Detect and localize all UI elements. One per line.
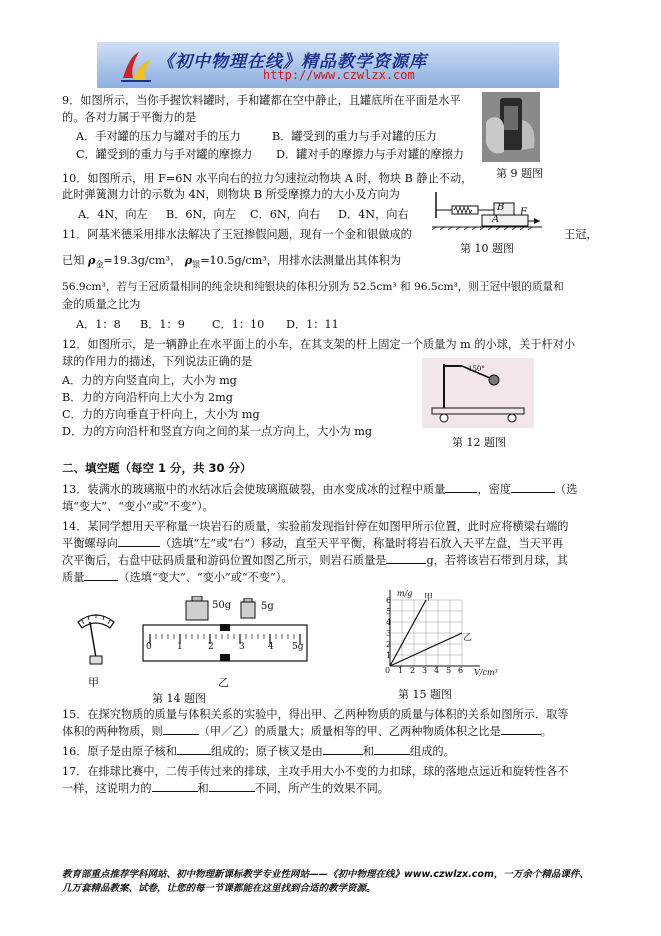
q9-line2: 的。各对力属于平衡力的是: [62, 111, 197, 124]
q14-line2: 平衡螺母向 （选填“左”或“右”）移动，直至天平平衡，称量时将岩石放入天平左盘，当天平再: [62, 537, 564, 550]
q14-line4: 质量 （选填“变大”、“变小”或“不变”）。: [62, 571, 293, 584]
q15-series-label-yi: 乙: [463, 633, 473, 643]
y-tick-4: 4: [386, 618, 392, 627]
q14-blank-moon[interactable]: [84, 569, 118, 581]
beam-tick-label-1: 1: [177, 642, 183, 652]
q16-blank-electron[interactable]: [177, 743, 211, 755]
q10-option-c: C．6N，向右: [250, 208, 321, 221]
q10-option-a: A．4N，向左: [78, 208, 148, 221]
beam-tick-label-4: 4: [268, 642, 274, 652]
q11-line2: 已知 $\rho_金=19.3g$/cm³， $\rho_银=10.5g$/cm³，用排水法测量出其体积为: [62, 253, 402, 270]
q9-option-b: B．罐受到的重力与手对罐的压力: [272, 130, 437, 143]
q15-y-axis-label: m/g: [397, 589, 413, 598]
q13-blank-density[interactable]: [511, 481, 555, 493]
x-tick-0: 0: [385, 666, 391, 675]
y-tick-5: 5: [386, 607, 392, 616]
q14-weight-5g: [240, 598, 260, 622]
q10-label-f: F: [520, 207, 527, 218]
header-banner: [97, 42, 559, 88]
q11-line3: 56.9cm³，若与王冠质量相同的纯金块和纯银块的体积分别为 52.5cm³ 和 96.5cm³，则王冠中银的质量和: [62, 281, 564, 293]
q10-option-b: B．6N，向左: [166, 208, 236, 221]
beam-tick-label-2: 2: [208, 642, 214, 652]
q16-blank-proton[interactable]: [323, 743, 363, 755]
q9-line1: 9．如图所示，当你手握饮料罐时，手和罐都在空中静止，且罐底所在平面是水平: [62, 94, 461, 107]
q10-line1: 10．如图所示，用 F=6N 水平向右的拉力匀速拉动物块 A 时，物块 B 静止不动，: [62, 172, 473, 185]
q12-option-d: D．力的方向沿杆和竖直方向之间的某一点方向上，大小为 mg: [62, 425, 372, 438]
q9-option-a: A．手对罐的压力与罐对手的压力: [76, 130, 241, 143]
q14-line1: 14．某同学想用天平称量一块岩石的质量，实验前发现指针停在如图甲所示位置，此时应将横梁右端的: [62, 520, 569, 533]
q16-blank-neutron[interactable]: [374, 743, 410, 755]
q13-blank-mass[interactable]: [445, 481, 477, 493]
x-tick-5: 5: [446, 666, 452, 675]
q9-option-c: C．罐受到的重力与手对罐的摩擦力: [76, 148, 253, 161]
q11-line4: 金的质量之比为: [62, 298, 141, 311]
q14-caption: 第 14 题图: [152, 692, 206, 705]
q11-line1: 11．阿基米德采用排水法解决了王冠掺假问题，现有一个金和银做成的: [62, 228, 412, 241]
q11-option-b: B．1：9: [140, 318, 185, 331]
q12-option-c: C．力的方向垂直于杆向上，大小为 mg: [62, 408, 260, 421]
x-tick-4: 4: [434, 666, 440, 675]
q12-option-b: B．力的方向沿杆向上大小为 2mg: [62, 391, 233, 404]
q15-blank-ratio[interactable]: [501, 723, 541, 735]
q15-line2: 体积的两种物质，则 （甲／乙）的质量大；质量相等的甲、乙两种物质体积之比是 。: [62, 725, 552, 738]
q12-caption: 第 12 题图: [452, 436, 506, 449]
q14-blank-direction[interactable]: [118, 535, 160, 547]
q15-caption: 第 15 题图: [398, 688, 452, 701]
q10-caption: 第 10 题图: [460, 242, 514, 255]
x-tick-2: 2: [410, 666, 416, 675]
q14-weight-50g-label: 50g: [212, 600, 232, 611]
q16-line1: 16．原子是由原子核和 组成的；原子核又是由 和 组成的。: [62, 745, 455, 758]
beam-tick-label-0: 0: [146, 642, 152, 652]
q11-option-d: D．1：11: [286, 318, 339, 331]
q15-blank-heavier[interactable]: [163, 723, 199, 735]
beam-tick-label-3: 3: [239, 642, 245, 652]
q9-option-d: D．罐对手的摩擦力与手对罐的摩擦力: [276, 148, 464, 161]
footer-line1: 教育部重点推荐学科网站、初中物理新课标教学专业性网站——《初中物理在线》www.czwlzx.com，一万余个精品课件、: [62, 869, 589, 880]
q14-label-yi: 乙: [218, 676, 229, 689]
site-logo-icon: [119, 48, 153, 84]
q13-line2: 填“变大”、“变小”或“不变”）。: [62, 500, 214, 513]
q12-option-a: A．力的方向竖直向上，大小为 mg: [62, 374, 237, 387]
q17-line1: 17．在排球比赛中，二传手传过来的排球，主攻手用大小不变的力扣球，球的落地点远近和旋转性各不: [62, 765, 569, 778]
q14-weight-5g-label: 5g: [261, 601, 274, 612]
q14-pointer-figure: [72, 610, 120, 670]
y-tick-1: 1: [386, 651, 392, 660]
q12-angle-label: 150°: [468, 365, 485, 373]
y-tick-2: 2: [386, 640, 392, 649]
q14-label-jia: 甲: [88, 676, 99, 689]
banner-url[interactable]: http://www.czwlzx.com: [263, 68, 415, 82]
q14-beam-scale: [142, 624, 308, 664]
q11-option-c: C．1：10: [212, 318, 265, 331]
x-tick-3: 3: [422, 666, 428, 675]
chart-axes: [390, 590, 480, 666]
q12-line2: 球的作用力的描述，下列说法正确的是: [62, 355, 253, 368]
q10-label-b: B: [497, 202, 505, 213]
q15-x-axis-label: V/cm³: [474, 668, 498, 677]
section-fill-in-title: 二、填空题（每空 1 分，共 30 分）: [62, 461, 252, 475]
q11-option-a: A．1：8: [76, 318, 121, 331]
y-tick-3: 3: [386, 629, 392, 638]
q13-line1: 13．装满水的玻璃瓶中的水结冰后会使玻璃瓶破裂，由水变成冰的过程中质量 ，密度 （选: [62, 483, 578, 496]
q17-blank-1[interactable]: [152, 780, 198, 792]
banner-title: 《初中物理在线》精品教学资源库: [157, 52, 427, 72]
beam-tick-label-5: 5g: [292, 642, 304, 652]
q10-option-d: D．4N，向右: [338, 208, 409, 221]
y-tick-6: 6: [386, 596, 392, 605]
q17-line2: 一样，这说明力的 和 不同，所产生的效果不同。: [62, 782, 389, 795]
q15-line1: 15．在探究物质的质量与体积关系的实验中，得出甲、乙两种物质的质量与体积的关系如图所示．取等: [62, 708, 569, 721]
q11-line1b: 王冠，: [564, 228, 598, 241]
q12-line1: 12．如图所示，是一辆静止在水平面上的小车，在其支架的杆上固定一个质量为 m 的小球，关于杆对小: [62, 338, 576, 351]
q15-series-label-jia: 甲: [424, 593, 434, 603]
footer-line2: 几万套精品教案、试卷，让您的每一节课都能在这里找到合适的教学资源。: [62, 883, 376, 894]
x-tick-1: 1: [398, 666, 404, 675]
q9-caption: 第 9 题图: [496, 167, 543, 180]
x-tick-6: 6: [458, 666, 464, 675]
q14-line3: 次平衡后，右盘中砝码质量和游码位置如图乙所示，则岩石质量是 g，若将该岩石带到月球，其: [62, 554, 568, 567]
q17-blank-2[interactable]: [209, 780, 255, 792]
q10-label-a: A: [492, 214, 500, 225]
q10-line2: 此时弹簧测力计的示数为 4N，则物块 B 所受摩擦力的大小及方向为: [62, 188, 400, 201]
q14-blank-mass[interactable]: [386, 552, 426, 564]
q9-hand-can-figure: [482, 92, 540, 162]
